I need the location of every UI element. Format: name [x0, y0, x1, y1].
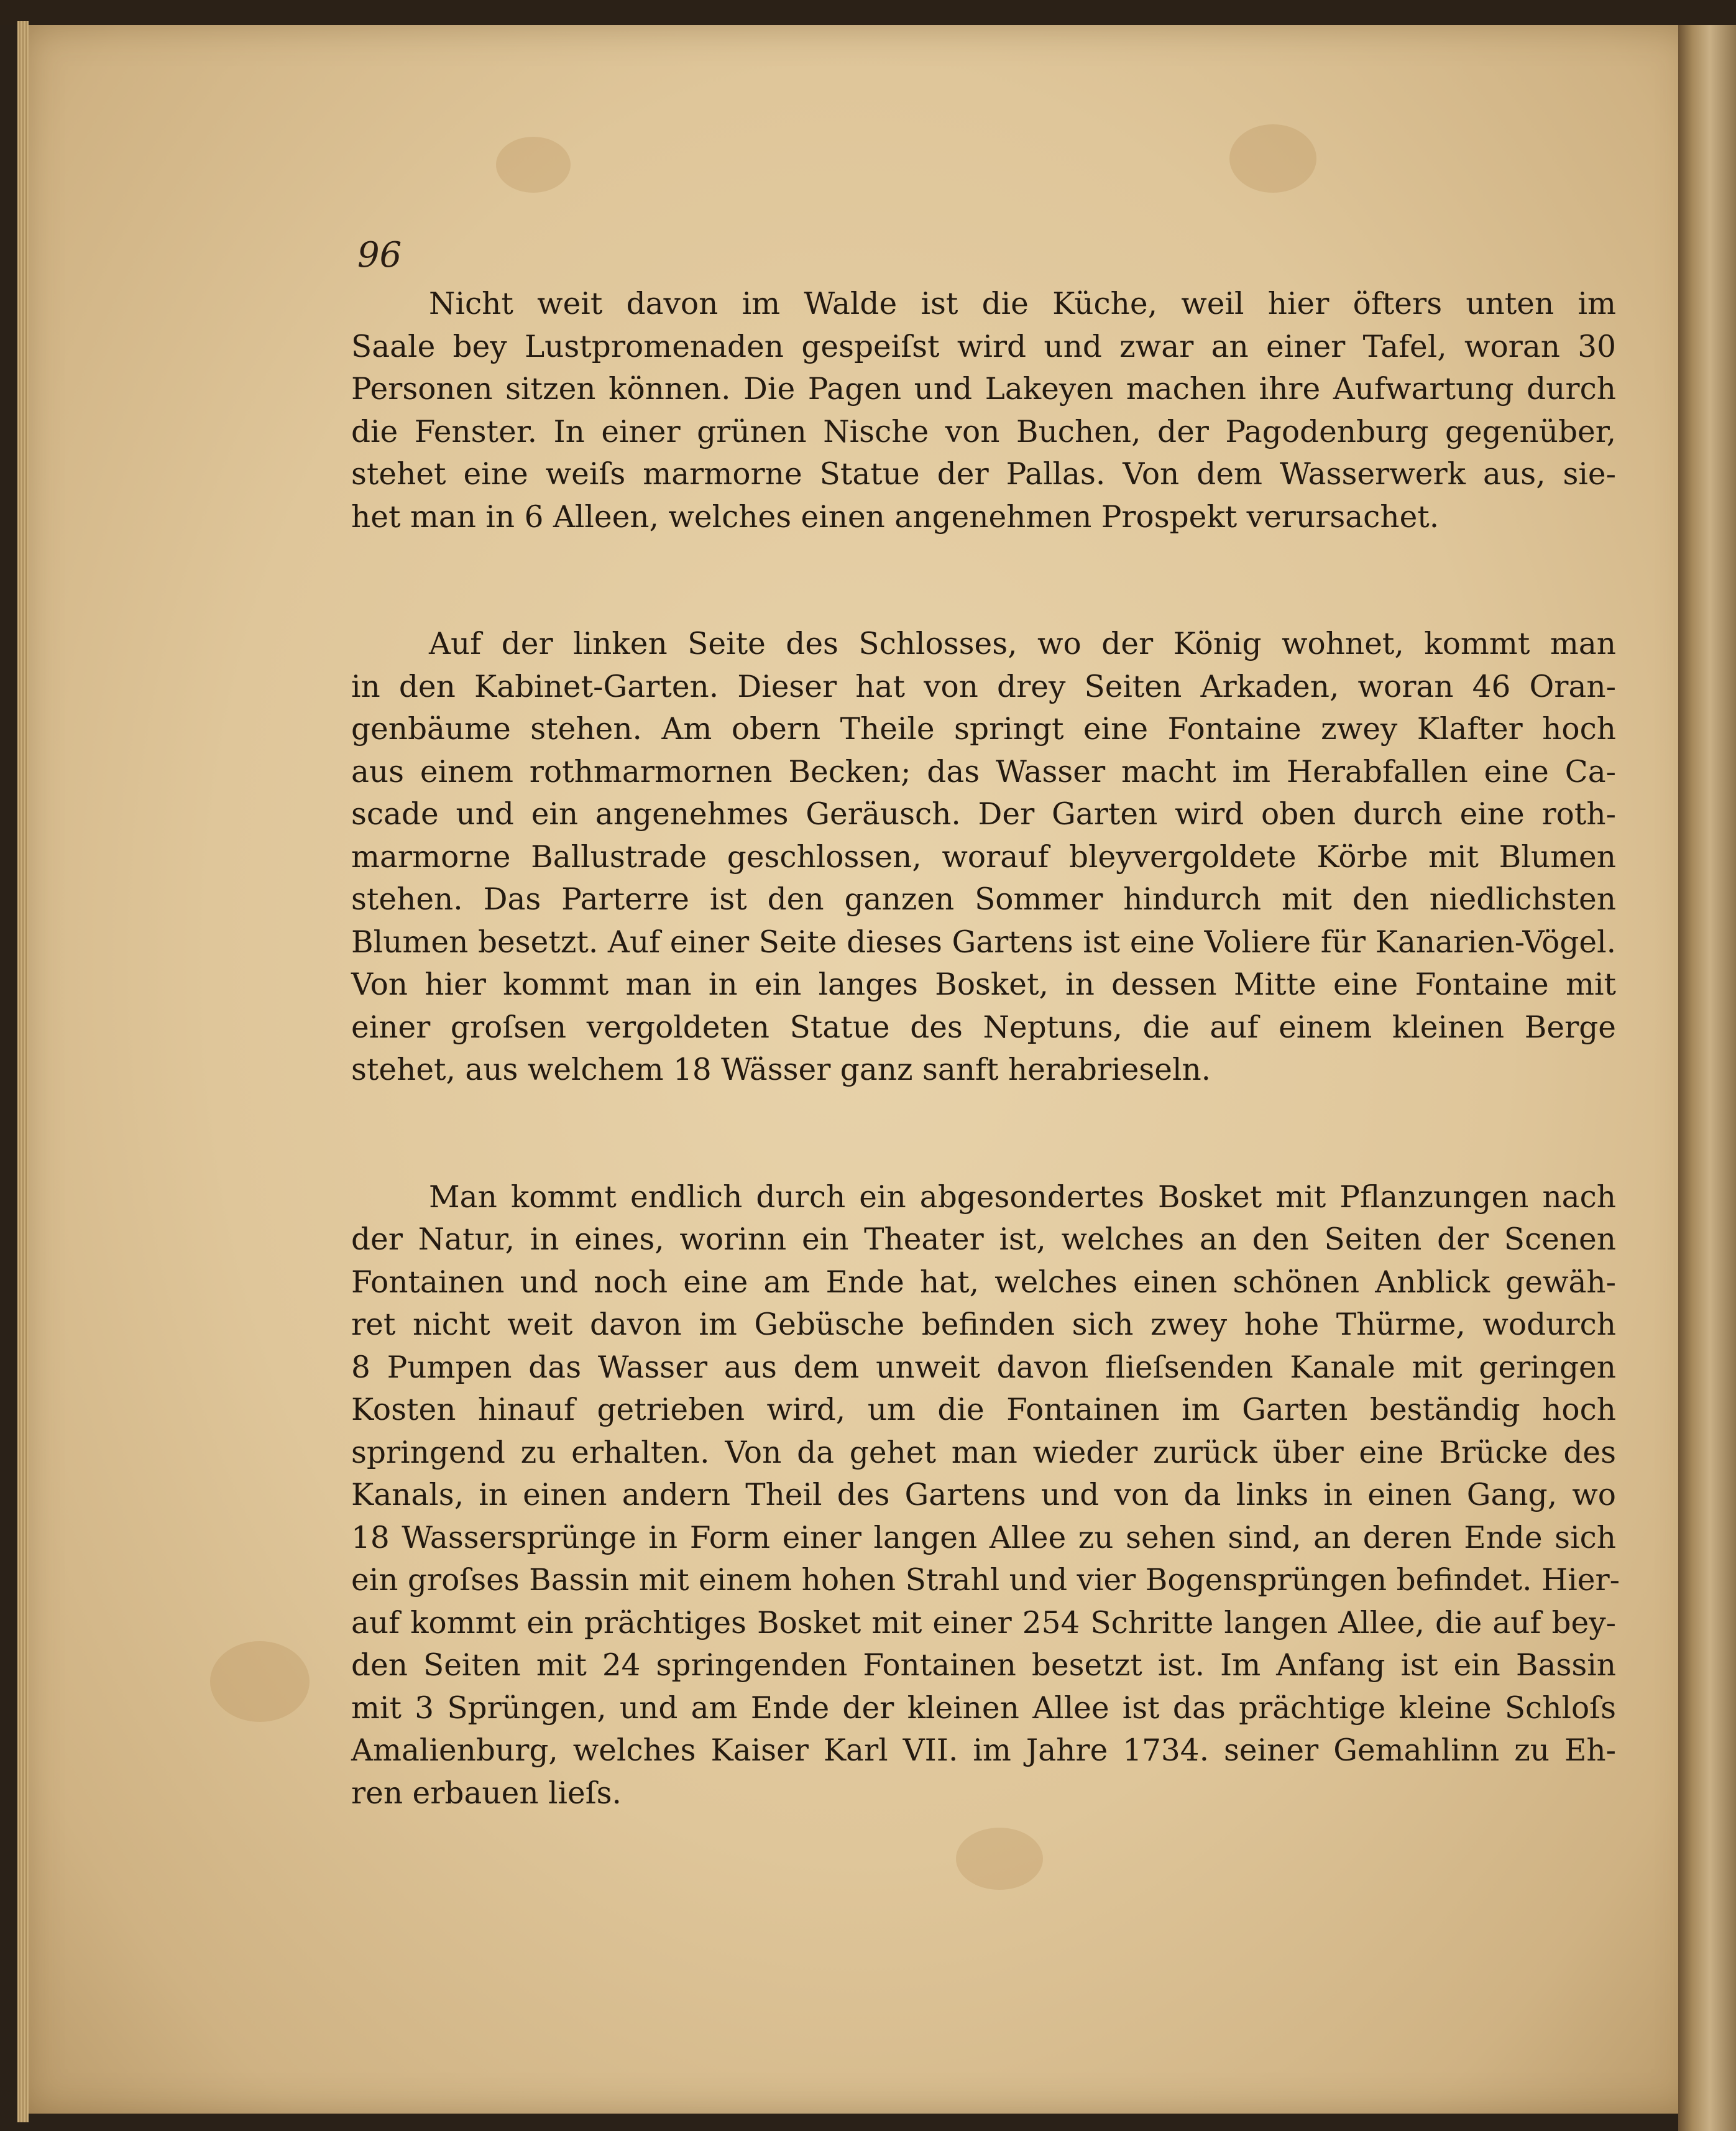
text-line: ret nicht weit davon im Gebüsche befinden sich zwey hohe Thürme, wodurch	[351, 1307, 1616, 1342]
text-line: in den Kabinet-Garten. Dieser hat von drey Seiten Arkaden, woran 46 Oran-	[351, 669, 1616, 704]
text-line: aus einem rothmarmornen Becken; das Wasser macht im Herabfallen eine Ca-	[351, 754, 1616, 789]
paragraph-gap	[351, 538, 1616, 623]
text-line: den Seiten mit 24 springenden Fontainen besetzt ist. Im Anfang ist ein Bassin	[351, 1648, 1616, 1683]
text-line: 8 Pumpen das Wasser aus dem unweit davon flieſsenden Kanale mit geringen	[351, 1350, 1616, 1385]
text-line: Blumen besetzt. Auf einer Seite dieses Gartens ist eine Voliere für Kanarien-Vögel.	[351, 924, 1616, 960]
text-line: ren erbauen lieſs.	[351, 1775, 622, 1811]
paragraph	[351, 1176, 1620, 1815]
text-line: Man kommt endlich durch ein abgesondertes Bosket mit Pflanzungen nach	[429, 1179, 1616, 1215]
text-line: Nicht weit davon im Walde ist die Küche, weil hier öfters unten im	[429, 287, 1616, 321]
paragraph-gap	[351, 1092, 1616, 1176]
text-line: genbäume stehen. Am obern Theile springt eine Fontaine zwey Klafter hoch	[351, 712, 1616, 747]
text-line: Saale bey Lustpromenaden gespeiſst wird und zwar an einer Tafel, woran 30	[351, 329, 1616, 364]
text-line: stehet, aus welchem 18 Wässer ganz sanft herabrieseln.	[351, 1052, 1211, 1087]
foxing-spot	[1229, 124, 1316, 193]
foxing-spot	[496, 137, 571, 193]
text-line: Von hier kommt man in ein langes Bosket, in dessen Mitte eine Fontaine mit	[351, 967, 1616, 1002]
paragraph	[351, 283, 1616, 538]
text-line: stehen. Das Parterre ist den ganzen Sommer hindurch mit den niedlichsten	[351, 882, 1616, 917]
text-line: Auf der linken Seite des Schlosses, wo der König wohnet, kommt man	[429, 627, 1616, 661]
text-line: 18 Wassersprünge in Form einer langen Allee zu sehen sind, an deren Ende sich	[351, 1520, 1616, 1555]
background-edge	[0, 0, 1736, 25]
text-line: mit 3 Sprüngen, und am Ende der kleinen Allee ist das prächtige kleine Schloſs	[351, 1690, 1616, 1726]
text-line: springend zu erhalten. Von da gehet man wieder zurück über eine Brücke des	[351, 1435, 1616, 1470]
text-line: Kosten hinauf getrieben wird, um die Fontainen im Garten beständig hoch	[351, 1392, 1616, 1427]
foxing-spot	[956, 1828, 1043, 1890]
text-line: auf kommt ein prächtiges Bosket mit einer 254 Schritte langen Allee, die auf bey-	[351, 1605, 1616, 1641]
text-line: marmorne Ballustrade geschlossen, worauf bleyvergoldete Körbe mit Blumen	[351, 839, 1616, 875]
page-edge-stack	[17, 21, 29, 2122]
paragraph	[351, 623, 1616, 1092]
text-line: der Natur, in eines, worinn ein Theater ist, welches an den Seiten der Scenen	[351, 1222, 1616, 1257]
text-line: Personen sitzen können. Die Pagen und Lakeyen machen ihre Aufwartung durch	[351, 372, 1616, 407]
text-line: stehet eine weiſs marmorne Statue der Pallas. Von dem Wasserwerk aus, sie-	[351, 457, 1616, 492]
book-gutter	[1678, 25, 1736, 2131]
text-line: Amalienburg, welches Kaiser Karl VII. im Jahre 1734. seiner Gemahlinn zu Eh-	[351, 1733, 1616, 1768]
text-line: Kanals, in einen andern Theil des Gartens und von da links in einen Gang, wo	[351, 1478, 1616, 1512]
body-text	[351, 283, 1620, 1815]
foxing-spot	[210, 1641, 310, 1722]
text-line: scade und ein angenehmes Geräusch. Der Garten wird oben durch eine roth-	[351, 797, 1616, 832]
page-number: 96	[357, 235, 402, 275]
text-line: Fontainen und noch eine am Ende hat, welches einen schönen Anblick gewäh-	[351, 1264, 1616, 1300]
text-line: het man in 6 Alleen, welches einen angenehmen Prospekt verursachet.	[351, 499, 1440, 535]
text-line: ein groſses Bassin mit einem hohen Strahl und vier Bogensprüngen befindet. Hier-	[351, 1563, 1620, 1598]
text-line: einer groſsen vergoldeten Statue des Neptuns, die auf einem kleinen Berge	[351, 1010, 1616, 1045]
text-line: die Fenster. In einer grünen Nische von Buchen, der Pagodenburg gegenüber,	[351, 414, 1616, 449]
